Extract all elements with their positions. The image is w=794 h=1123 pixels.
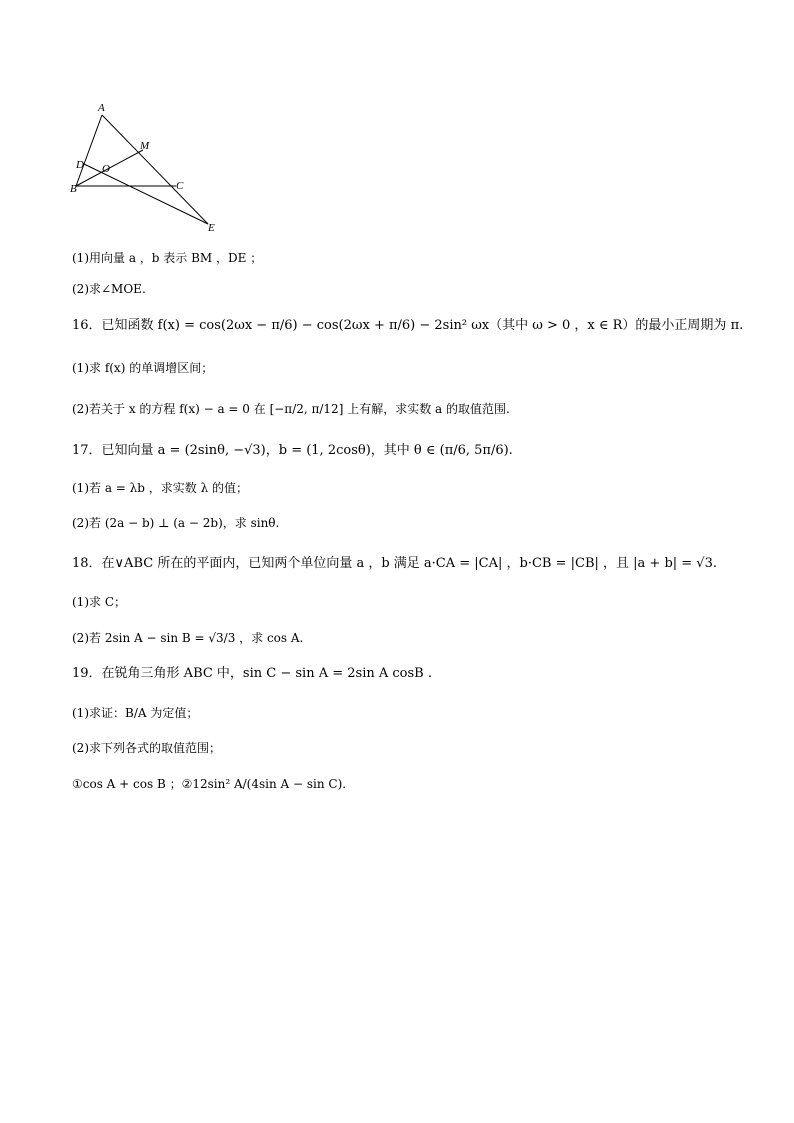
q16-part1: (1)求 f(x) 的单调增区间；	[72, 361, 214, 375]
q16-part2: (2)若关于 x 的方程 f(x) − a = 0 在 [−π/2, π/12] 上有解，求实数 a 的取值范围.	[72, 402, 510, 416]
q17-part1: (1)若 a = λb ，求实数 λ 的值；	[72, 481, 248, 495]
q19-part3: ①cos A + cos B ；②12sin² A/(4sin A − sin C).	[72, 777, 347, 791]
q19-stem: 19．在锐角三角形 ABC 中，sin C − sin A = 2sin A cosB .	[72, 666, 432, 681]
q17-stem: 17．已知向量 a = (2sinθ, −√3)，b = (1, 2cosθ)，其中 θ ∈ (π/6, 5π/6).	[72, 443, 513, 458]
label-o: O	[102, 163, 110, 175]
q18-stem: 18．在∨ABC 所在的平面内，已知两个单位向量 a ，b 满足 a·CA = |CA| ，b·CB = |CB| ，且 |a + b| = √3.	[72, 556, 717, 571]
label-c: C	[176, 180, 184, 192]
triangle-figure	[66, 100, 236, 240]
q17-part2: (2)若 (2a − b) ⊥ (a − 2b)，求 sinθ.	[72, 516, 280, 530]
q15-part1: (1)用向量 a ，b 表示 BM ，DE ；	[72, 251, 263, 265]
label-e: E	[208, 222, 215, 234]
q19-part1: (1)求证：B/A 为定值；	[72, 706, 199, 720]
q15-part2: (2)求∠MOE.	[72, 282, 146, 296]
q18-part1: (1)求 C；	[72, 595, 126, 609]
label-d: D	[76, 159, 84, 171]
segment-ab	[76, 115, 102, 186]
label-b: B	[70, 183, 77, 195]
label-a: A	[98, 102, 105, 114]
q16-stem: 16．已知函数 f(x) = cos(2ωx − π/6) − cos(2ωx + π/6) − 2sin² ωx（其中 ω > 0 ，x ∈ R）的最小正周期为 π.	[72, 318, 744, 333]
segment-ae	[102, 115, 208, 224]
q19-part2: (2)求下列各式的取值范围；	[72, 741, 221, 755]
q18-part2: (2)若 2sin A − sin B = √3/3 ，求 cos A.	[72, 631, 304, 645]
label-m: M	[140, 140, 150, 152]
